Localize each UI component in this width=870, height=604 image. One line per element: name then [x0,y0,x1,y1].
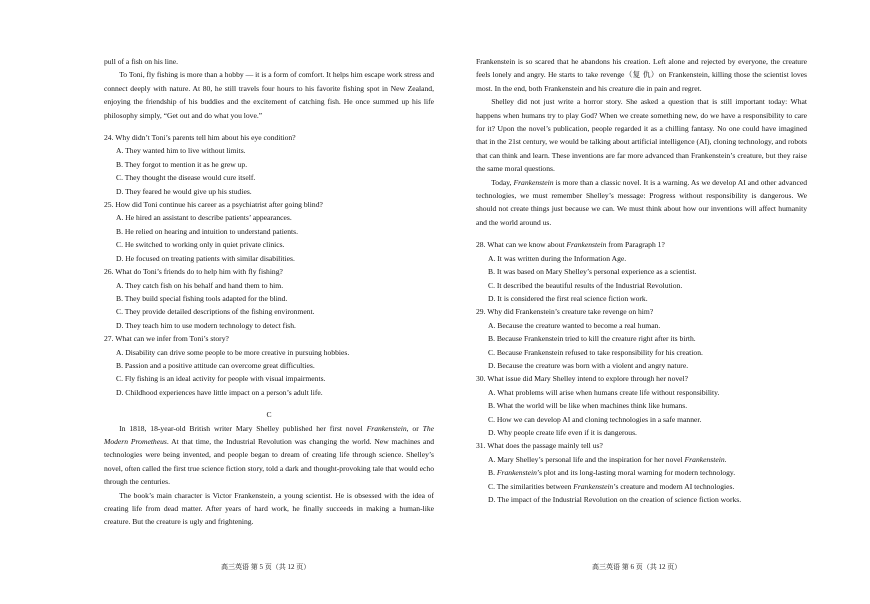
question-28 [476,238,807,305]
option-a: A. Because the creature wanted to become a real human. [488,320,661,330]
question-31 [476,439,807,506]
option-b: B. He relied on hearing and intuition to understand patients. [116,226,298,236]
option-b: B. Frankenstein’s plot and its long-lasting moral warning for modern technology. [488,468,736,478]
option-d: D. He focused on treating patients with similar disabilities. [116,253,295,263]
question-24 [104,131,434,198]
question-29 [476,305,807,372]
question-stem: 24. Why didn’t Toni’s parents tell him about his eye condition? [104,133,296,143]
option-c: C. He switched to working only in quiet private clinics. [116,240,285,250]
option-d: D. They feared he would give up his studies. [116,186,252,196]
paragraph-r3: Today, Frankenstein is more than a classic novel. It is a warning. As we develop AI and other advanced technologies, we must remember Shelley’s message: Progress without responsibility is dangerous. We should not create things just because we can. We must think about how our inventions will affect humanity and the world around us. [476,177,807,227]
question-stem: 28. What can we know about Frankenstein from Paragraph 1? [476,240,665,250]
option-b: B. They build special fishing tools adapted for the blind. [116,293,288,303]
option-b: B. Because Frankenstein tried to kill the creature right after its birth. [488,334,696,344]
option-c: C. They thought the disease would cure itself. [116,173,256,183]
section-heading-c: C [266,410,272,420]
title-frankenstein: Frankenstein [513,177,554,187]
question-30 [476,372,807,439]
option-b: B. What the world will be like when machines think like humans. [488,401,688,411]
paragraph-toni: To Toni, fly fishing is more than a hobby — it is a form of comfort. It helps him escape work stress and connect deeply with nature. At 80, he still travels four hours to his favorite fishing spot in New Zealand, enjoying the friendship of his buddies and the excitement of catching fish. He once summed up his life philosophy simply, “Get out and do what you love.” [104,70,434,120]
page-footer-left: 高三英语 第 5 页（共 12 页） [221,563,311,571]
question-stem: 27. What can we infer from Toni’s story? [104,334,229,344]
option-d: D. It is considered the first real science fiction work. [488,293,648,303]
option-b: B. Passion and a positive attitude can overcome great difficulties. [116,360,315,370]
paragraph-c2: The book’s main character is Victor Frankenstein, a young scientist. He is obsessed with the idea of creating life from dead matter. After years of hard work, he finally succeeds in making a human-like creature. But the creature is ugly and frightening. [104,490,434,527]
page-footer-right: 高三英语 第 6 页（共 12 页） [592,563,682,571]
question-stem: 26. What do Toni’s friends do to help him with fly fishing? [104,267,283,277]
question-26 [104,265,434,332]
paragraph-continuation: pull of a fish on his line. [104,57,179,66]
option-a: A. They wanted him to live without limits. [116,146,246,156]
option-d: D. Childhood experiences have little impact on a person’s adult life. [116,387,323,397]
question-stem: 25. How did Toni continue his career as a psychiatrist after going blind? [104,200,323,210]
paragraph-c1: In 1818, 18-year-old British writer Mary Shelley published her first novel Frankenstein, or The Modern Prometheus. At that time, the Industrial Revolution was changing the world. New machines and technologies were being invented, and people began to dream of creating life through science. Shelley’s novel, often called the first true science fiction story, told a dark and thought-provoking tale that would echo through the centuries. [104,423,434,487]
option-c: C. How we can develop AI and cloning technologies in a safe manner. [488,414,702,424]
option-b: B. It was based on Mary Shelley’s personal experience as a scientist. [488,267,697,277]
question-stem: 29. Why did Frankenstein’s creature take revenge on him? [476,307,654,317]
option-c: C. It described the beautiful results of the Industrial Revolution. [488,280,683,290]
question-stem: 30. What issue did Mary Shelley intend to explore through her novel? [476,374,689,384]
option-c: C. Fly fishing is an ideal activity for people with visual impairments. [116,374,326,384]
paragraph-r2: Shelley did not just write a horror story. She asked a question that is still important today: What happens when humans try to play God? When we create something new, do we have a responsibility to care for it? Upon the novel’s publication, people regarded it as a chilling fantasy. No one could have imagined that in the 21st century, we would be talking about artificial intelligence (AI), cloning technology, and robots that can think and learn. These inventions are far more advanced than Frankenstein’s creature, but they raise the same moral questions. [476,97,807,174]
option-a: A. He hired an assistant to describe patients’ appearances. [116,213,292,223]
option-a: A. It was written during the Information Age. [488,253,627,263]
question-25 [104,198,434,265]
option-a: A. What problems will arise when humans create life without responsibility. [488,387,720,397]
option-d: D. The impact of the Industrial Revolution on the creation of science fiction works. [488,495,742,504]
option-b: B. They forgot to mention it as he grew up. [116,159,248,169]
left-page-column [104,55,434,529]
option-c: C. They provide detailed descriptions of the fishing environment. [116,307,315,317]
right-page-column [476,55,807,506]
title-modern-prometheus: The Modern Prometheus [104,423,434,446]
option-a: A. Disability can drive some people to be more creative in pursuing hobbies. [116,347,350,357]
option-a: A. They catch fish on his behalf and hand them to him. [116,280,284,290]
option-a: A. Mary Shelley’s personal life and the inspiration for her novel Frankenstein. [488,454,727,464]
option-d: D. Why people create life even if it is dangerous. [488,427,637,437]
question-stem: 31. What does the passage mainly tell us? [476,441,603,451]
paragraph-r1: Frankenstein is so scared that he abandons his creation. Left alone and rejected by everyone, the creature feels lonely and angry. He starts to take revenge（复 仇）on Frankenstein, killing those the scientist loves most. In the end, both Frankenstein and his creature die in pain and regret. [476,57,807,93]
option-d: D. They teach him to use modern technology to detect fish. [116,320,296,330]
title-frankenstein: Frankenstein [366,423,407,433]
question-27 [104,332,434,399]
option-c: C. The similarities between Frankenstein’s creature and modern AI technologies. [488,481,735,491]
option-c: C. Because Frankenstein refused to take responsibility for his creation. [488,347,703,357]
option-d: D. Because the creature was born with a violent and angry nature. [488,360,689,370]
